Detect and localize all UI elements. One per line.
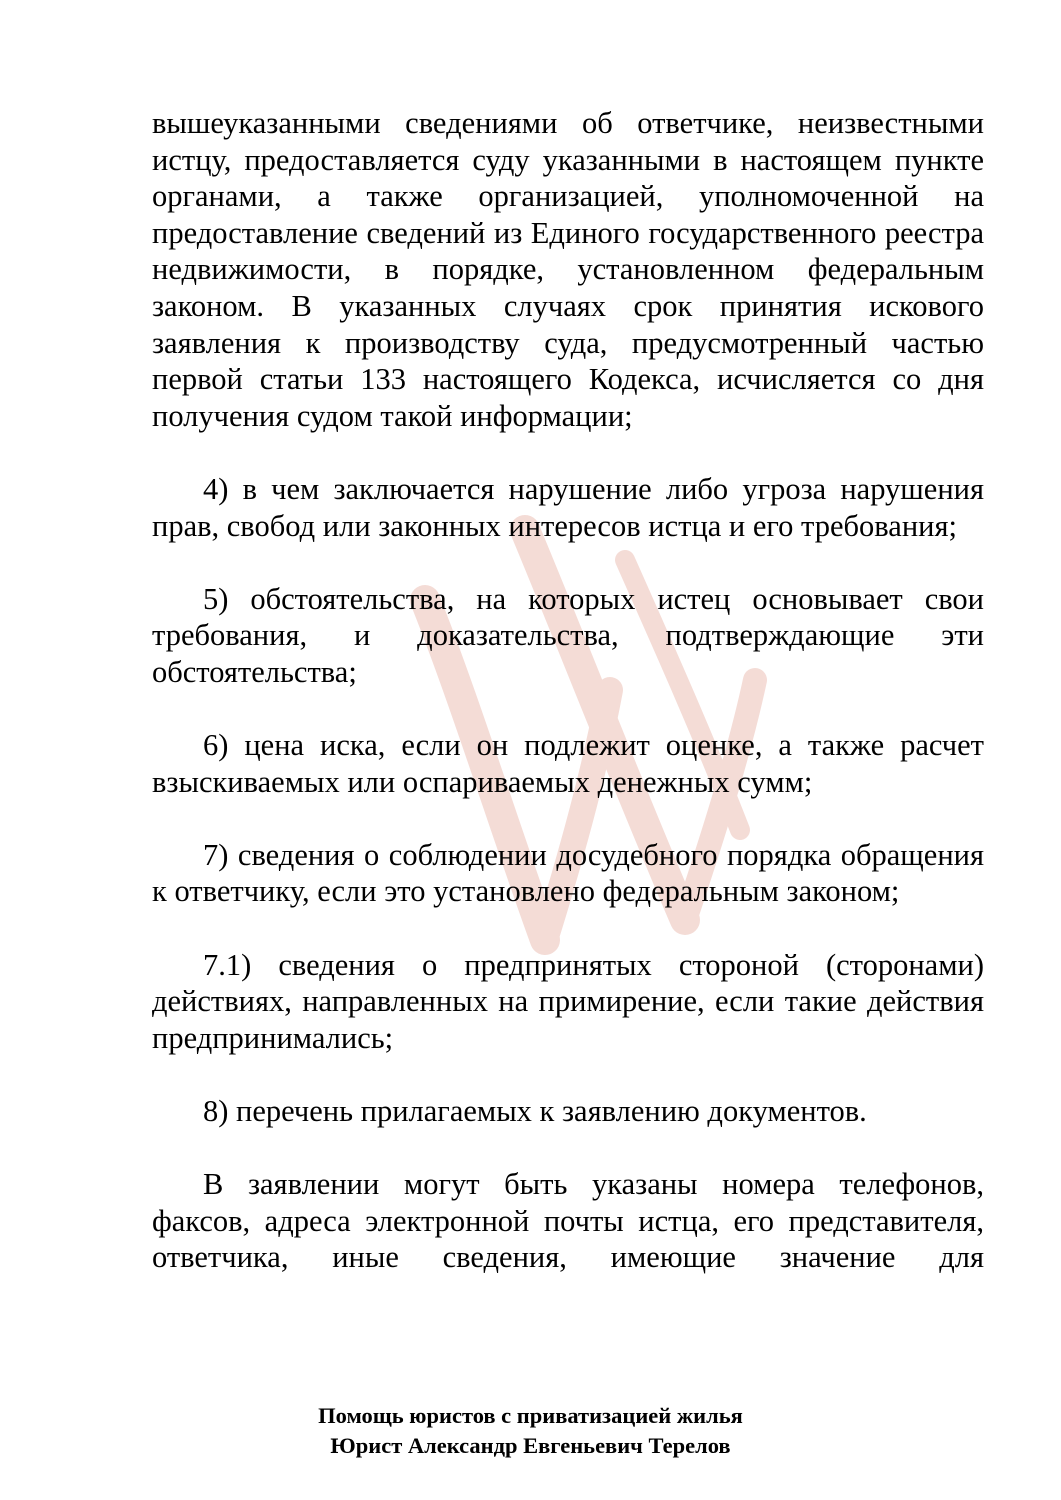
document-body bbox=[152, 105, 984, 1276]
document-paragraph: вышеуказанными сведениями об ответчике, неизвестными истцу, предоставляется суду указанными в настоящем пункте органами, а также организацией, уполномоченной на предоставление сведений из Единого государственного реестра недвижимости, в порядке, установленном федеральным законом. В указанных случаях срок принятия искового заявления к производству суда, предусмотренный частью первой статьи 133 настоящего Кодекса, исчисляется со дня получения судом такой информации; bbox=[152, 106, 984, 433]
footer-line-service: Помощь юристов с приватизацией жилья bbox=[318, 1403, 743, 1428]
document-paragraph: 4) в чем заключается нарушение либо угроза нарушения прав, свобод или законных интересов истца и его требования; bbox=[152, 471, 984, 543]
document-paragraph: 7.1) сведения о предпринятых стороной (сторонами) действиях, направленных на примирение, если такие действия предпринимались; bbox=[152, 947, 984, 1055]
document-paragraph: 6) цена иска, если он подлежит оценке, а также расчет взыскиваемых или оспариваемых денежных сумм; bbox=[152, 728, 984, 799]
document-paragraph: 5) обстоятельства, на которых истец основывает свои требования, и доказательства, подтверждающие эти обстоятельства; bbox=[152, 581, 984, 689]
document-paragraph: В заявлении могут быть указаны номера телефонов, факсов, адреса электронной почты истца, его представителя, ответчика, иные сведения, имеющие значение для bbox=[152, 1167, 984, 1275]
page-footer bbox=[0, 1401, 1061, 1461]
footer-line-author: Юрист Александр Евгеньевич Терелов bbox=[330, 1433, 731, 1458]
document-paragraph: 7) сведения о соблюдении досудебного порядка обращения к ответчику, если это установлено федеральным законом; bbox=[152, 837, 984, 909]
document-paragraph: 8) перечень прилагаемых к заявлению документов. bbox=[203, 1094, 867, 1129]
